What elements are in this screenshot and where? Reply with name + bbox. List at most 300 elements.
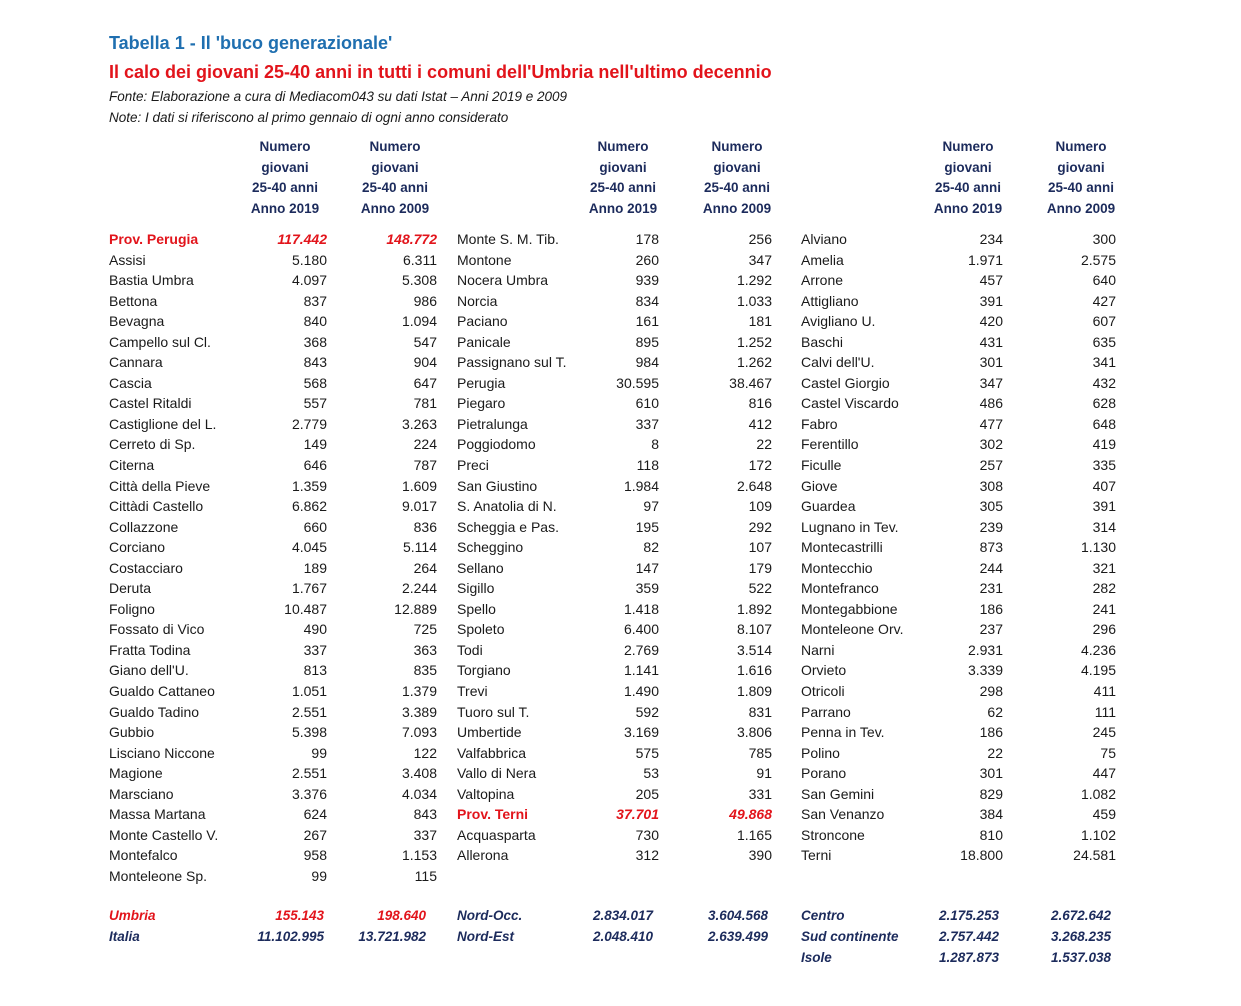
value-2009: 292 (748, 518, 772, 535)
value-2009: 787 (413, 457, 437, 474)
municipality-name: Giano dell'U. (109, 662, 189, 679)
table-row (457, 642, 775, 663)
value-2009: 111 (1094, 703, 1116, 720)
value-2009: 1.616 (736, 662, 772, 679)
table-row (109, 436, 439, 457)
table-row (457, 847, 775, 868)
header-line: giovani (599, 159, 647, 175)
value-2019: 305 (979, 498, 1003, 515)
value-2019: 384 (979, 806, 1003, 823)
total-row (109, 929, 439, 950)
value-2019: 239 (979, 518, 1003, 535)
value-2019: 82 (643, 539, 659, 556)
value-2009: 107 (748, 539, 772, 556)
value-2009: 245 (1092, 724, 1116, 741)
table-row (457, 231, 775, 252)
value-2019: 99 (311, 744, 327, 761)
value-2019: 730 (635, 826, 659, 843)
table-row (109, 765, 439, 786)
table-row (801, 375, 1119, 396)
table-row (801, 560, 1119, 581)
municipality-name: Baschi (801, 333, 844, 350)
value-2019: 161 (635, 313, 659, 330)
municipality-name: Monteleone Orv. (801, 621, 904, 638)
totals-block (457, 908, 775, 950)
value-2019: 610 (635, 395, 659, 412)
value-2019: 660 (303, 518, 327, 535)
municipality-name: Narni (801, 641, 835, 658)
municipality-name: Citerna (109, 457, 155, 474)
table-row (801, 539, 1119, 560)
value-2019: 337 (303, 641, 327, 658)
value-2009: 13.721.982 (358, 929, 426, 944)
value-2019: 3.339 (967, 662, 1003, 679)
value-2009: 296 (1092, 621, 1116, 638)
value-2019: 301 (979, 354, 1003, 371)
value-2019: 186 (979, 724, 1003, 741)
value-2019: 231 (979, 580, 1003, 597)
municipality-name: Assisi (109, 251, 146, 268)
value-2019: 568 (303, 374, 327, 391)
value-2009: 1.809 (736, 683, 772, 700)
value-2019: 2.834.017 (592, 908, 653, 923)
municipality-name: Umbertide (457, 724, 522, 741)
value-2009: 816 (748, 395, 772, 412)
value-2009: 91 (756, 765, 772, 782)
value-2019: 1.971 (967, 251, 1003, 268)
value-2009: 12.889 (394, 600, 437, 617)
total-row (801, 950, 1119, 971)
total-row (109, 908, 439, 929)
value-2009: 24.581 (1073, 847, 1116, 864)
value-2009: 198.640 (377, 908, 426, 923)
municipality-name: Torgiano (457, 662, 511, 679)
value-2019: 420 (979, 313, 1003, 330)
table-row (801, 786, 1119, 807)
header-line: 25-40 anni (251, 180, 319, 196)
value-2009: 314 (1092, 518, 1116, 535)
area-name: Isole (801, 950, 832, 965)
value-2019: 592 (635, 703, 659, 720)
table-row (457, 683, 775, 704)
municipality-name: Attigliano (801, 292, 859, 309)
value-2009: 607 (1092, 313, 1116, 330)
header-2009 (687, 137, 787, 219)
value-2019: 646 (303, 457, 327, 474)
municipality-name: Ficulle (801, 457, 842, 474)
value-2009: 122 (413, 744, 437, 761)
value-2009: 1.379 (401, 683, 437, 700)
table-row (801, 436, 1119, 457)
value-2019: 234 (979, 231, 1003, 247)
value-2019: 302 (979, 436, 1003, 453)
municipality-name: Fabro (801, 415, 838, 432)
table-row (457, 416, 775, 437)
table-row (801, 642, 1119, 663)
municipality-name: Allerona (457, 847, 509, 864)
header-line: Numero (711, 139, 763, 154)
value-2009: 224 (413, 436, 437, 453)
header-2009 (345, 137, 445, 219)
value-2009: 1.892 (736, 600, 772, 617)
table-row (109, 334, 439, 355)
value-2019: 2.551 (291, 765, 327, 782)
table-row (801, 745, 1119, 766)
table-row (457, 375, 775, 396)
table-row (801, 457, 1119, 478)
value-2019: 237 (979, 621, 1003, 638)
value-2009: 38.467 (729, 374, 772, 391)
municipality-name: Bettona (109, 292, 158, 309)
value-2009: 2.648 (736, 477, 772, 494)
total-row (801, 929, 1119, 950)
municipality-name: Castiglione del L. (109, 415, 217, 432)
municipality-name: Sellano (457, 559, 504, 576)
municipality-name: Prov. Terni (457, 806, 529, 823)
value-2019: 30.595 (616, 374, 659, 391)
table-row (109, 662, 439, 683)
municipality-name: Orvieto (801, 662, 847, 679)
area-name: Nord-Est (457, 929, 514, 944)
table-row (457, 539, 775, 560)
value-2009: 2.575 (1080, 251, 1116, 268)
value-2019: 477 (979, 415, 1003, 432)
value-2009: 785 (748, 744, 772, 761)
table-row (109, 786, 439, 807)
table-row (457, 436, 775, 457)
municipality-name: San Giustino (457, 477, 538, 494)
value-2009: 432 (1092, 374, 1116, 391)
value-2019: 186 (979, 600, 1003, 617)
municipality-name: Ferentillo (801, 436, 859, 453)
value-2019: 6.862 (291, 498, 327, 515)
table-row (109, 519, 439, 540)
value-2019: 3.376 (291, 785, 327, 802)
municipality-name: Castel Giorgio (801, 374, 890, 391)
area-name: Italia (109, 929, 140, 944)
municipality-name: Magione (109, 765, 163, 782)
table-row (457, 395, 775, 416)
municipality-name: Vallo di Nera (457, 765, 537, 782)
value-2009: 628 (1092, 395, 1116, 412)
value-2019: 18.800 (960, 847, 1003, 864)
value-2009: 1.165 (736, 826, 772, 843)
table-row (109, 457, 439, 478)
table-row (457, 334, 775, 355)
value-2009: 4.236 (1080, 641, 1116, 658)
table-row (109, 827, 439, 848)
municipality-name: Nocera Umbra (457, 272, 549, 289)
municipality-name: Città della Pieve (109, 477, 211, 494)
municipality-name: Castel Viscardo (801, 395, 899, 412)
value-2009: 335 (1092, 457, 1116, 474)
table-row (801, 847, 1119, 868)
municipality-name: Spello (457, 600, 496, 617)
header-line: Anno 2009 (360, 200, 430, 216)
municipality-name: Arrone (801, 272, 844, 289)
value-2009: 6.311 (403, 251, 437, 268)
municipality-name: Cannara (109, 354, 163, 371)
value-2009: 8.107 (736, 621, 772, 638)
municipality-name: Fossato di Vico (109, 621, 205, 638)
value-2009: 390 (748, 847, 772, 864)
value-2019: 829 (979, 785, 1003, 802)
table-row (801, 478, 1119, 499)
value-2019: 3.169 (623, 724, 659, 741)
table-row (457, 272, 775, 293)
header-line: giovani (713, 159, 761, 175)
table-row (801, 662, 1119, 683)
table-row (109, 375, 439, 396)
municipality-name: Prov. Perugia (109, 231, 199, 247)
value-2009: 1.292 (736, 272, 772, 289)
header-line: Numero (1055, 139, 1107, 154)
municipality-name: Monte Castello V. (109, 826, 219, 843)
municipality-name: Amelia (801, 251, 844, 268)
total-row (801, 908, 1119, 929)
value-2019: 2.048.410 (592, 929, 653, 944)
header-2019 (235, 137, 335, 219)
header-2009 (1031, 137, 1131, 219)
value-2009: 321 (1092, 559, 1116, 576)
header-line: Numero (369, 139, 421, 154)
value-2009: 3.604.568 (707, 908, 768, 923)
value-2009: 347 (748, 251, 772, 268)
value-2009: 3.408 (401, 765, 437, 782)
municipality-name: Montecchio (801, 559, 873, 576)
value-2009: 2.672.642 (1050, 908, 1111, 923)
table-row (457, 724, 775, 745)
area-name: Umbria (109, 908, 156, 923)
value-2019: 117.442 (277, 231, 327, 247)
municipality-name: Parrano (801, 703, 851, 720)
municipality-name: Valtopina (457, 785, 515, 802)
table-row (457, 498, 775, 519)
value-2019: 2.757.442 (938, 929, 999, 944)
table-title: Tabella 1 - Il 'buco generazionale' (109, 33, 393, 53)
header-line: Anno 2009 (1046, 200, 1116, 216)
value-2019: 301 (979, 765, 1003, 782)
value-2009: 241 (1092, 600, 1116, 617)
value-2019: 267 (303, 826, 327, 843)
municipality-name: Cerreto di Sp. (109, 436, 196, 453)
value-2009: 9.017 (401, 498, 437, 515)
table-row (109, 539, 439, 560)
value-2019: 37.701 (616, 806, 659, 823)
value-2009: 2.639.499 (707, 929, 768, 944)
header-line: 25-40 anni (1047, 180, 1115, 196)
value-2009: 447 (1092, 765, 1116, 782)
value-2019: 5.180 (291, 251, 327, 268)
value-2009: 5.308 (401, 272, 437, 289)
table-row (109, 313, 439, 334)
table-row (109, 560, 439, 581)
municipality-name: San Venanzo (801, 806, 885, 823)
table-row (457, 519, 775, 540)
value-2009: 3.514 (736, 641, 772, 658)
value-2019: 6.400 (623, 621, 659, 638)
municipality-name: Lugnano in Tev. (801, 518, 899, 535)
municipality-name: Trevi (457, 683, 488, 700)
municipality-name: Montone (457, 251, 512, 268)
value-2019: 22 (987, 744, 1003, 761)
municipality-name: Piegaro (457, 395, 506, 412)
table-row (109, 704, 439, 725)
value-2019: 840 (303, 313, 327, 330)
municipality-name: Acquasparta (457, 826, 536, 843)
value-2019: 895 (635, 333, 659, 350)
table-block (801, 137, 1119, 868)
table-row (109, 601, 439, 622)
municipality-name: Passignano sul T. (457, 354, 567, 371)
value-2009: 836 (413, 518, 437, 535)
municipality-name: Norcia (457, 292, 498, 309)
table-row (801, 252, 1119, 273)
area-name: Centro (801, 908, 845, 923)
municipality-name: Tuoro sul T. (457, 703, 530, 720)
value-2009: 725 (413, 621, 437, 638)
municipality-name: Gualdo Cattaneo (109, 683, 215, 700)
value-2019: 62 (987, 703, 1003, 720)
value-2009: 3.806 (736, 724, 772, 741)
table-row (801, 580, 1119, 601)
table-row (801, 231, 1119, 252)
value-2019: 431 (979, 333, 1003, 350)
municipality-name: Gubbio (109, 724, 155, 741)
value-2009: 337 (413, 826, 437, 843)
municipality-name: Deruta (109, 580, 152, 597)
value-2019: 118 (636, 457, 659, 474)
value-2009: 1.537.038 (1050, 950, 1111, 965)
header-line: 25-40 anni (589, 180, 657, 196)
table-row (801, 498, 1119, 519)
table-row (801, 519, 1119, 540)
municipality-name: Foligno (109, 600, 155, 617)
value-2009: 411 (1093, 683, 1116, 700)
value-2009: 419 (1092, 436, 1116, 453)
header-line: Anno 2009 (702, 200, 772, 216)
value-2009: 843 (413, 806, 437, 823)
value-2009: 648 (1092, 415, 1116, 432)
table-row (109, 354, 439, 375)
value-2019: 1.418 (623, 600, 659, 617)
table-row (109, 642, 439, 663)
value-2019: 205 (635, 785, 659, 802)
value-2009: 331 (748, 785, 772, 802)
municipality-name: Valfabbrica (457, 744, 527, 761)
value-2019: 155.143 (275, 908, 324, 923)
municipality-name: Castel Ritaldi (109, 395, 192, 412)
province-row (457, 806, 775, 827)
municipality-name: Campello sul Cl. (109, 333, 211, 350)
value-2019: 843 (303, 354, 327, 371)
column-headers (801, 137, 1119, 231)
header-line: giovani (371, 159, 419, 175)
value-2019: 8 (651, 436, 659, 453)
municipality-name: San Gemini (801, 785, 875, 802)
value-2019: 2.931 (967, 641, 1003, 658)
value-2019: 575 (635, 744, 659, 761)
value-2019: 490 (303, 621, 327, 638)
table-row (801, 806, 1119, 827)
municipality-name: Costacciaro (109, 559, 183, 576)
municipality-name: Terni (801, 847, 832, 864)
value-2009: 181 (748, 313, 772, 330)
header-line: giovani (261, 159, 309, 175)
value-2009: 391 (1092, 498, 1116, 515)
municipality-name: Guardea (801, 498, 856, 515)
value-2019: 939 (635, 272, 659, 289)
value-2019: 260 (635, 251, 659, 268)
table-row (109, 395, 439, 416)
municipality-name: Corciano (109, 539, 166, 556)
table-row (109, 683, 439, 704)
table-row (109, 806, 439, 827)
table-row (457, 478, 775, 499)
value-2019: 457 (979, 272, 1003, 289)
value-2009: 256 (748, 231, 772, 247)
value-2019: 53 (643, 765, 659, 782)
table-row (109, 621, 439, 642)
value-2019: 1.359 (291, 477, 327, 494)
table-block (457, 137, 775, 868)
area-name: Nord-Occ. (457, 908, 523, 923)
municipality-name: Poggiodomo (457, 436, 536, 453)
table-block (109, 137, 439, 889)
value-2019: 834 (635, 292, 659, 309)
header-line: Numero (259, 139, 311, 154)
value-2009: 363 (413, 641, 437, 658)
province-row (109, 231, 439, 252)
value-2019: 359 (635, 580, 659, 597)
table-row (109, 580, 439, 601)
value-2009: 3.268.235 (1050, 929, 1111, 944)
municipality-name: Stroncone (801, 826, 865, 843)
table-row (457, 745, 775, 766)
table-row (801, 621, 1119, 642)
municipality-name: Bevagna (109, 313, 165, 330)
value-2009: 1.252 (736, 333, 772, 350)
municipality-name: Porano (801, 765, 847, 782)
value-2019: 147 (635, 559, 659, 576)
value-2009: 1.609 (401, 477, 437, 494)
value-2019: 2.175.253 (938, 908, 999, 923)
value-2019: 958 (303, 847, 327, 864)
value-2019: 2.551 (291, 703, 327, 720)
header-2019 (573, 137, 673, 219)
value-2009: 179 (748, 559, 772, 576)
value-2009: 3.389 (401, 703, 437, 720)
header-line: Anno 2019 (250, 200, 320, 216)
value-2009: 4.034 (401, 785, 437, 802)
value-2009: 1.102 (1080, 826, 1116, 843)
table-row (801, 272, 1119, 293)
table-row (801, 313, 1119, 334)
table-row (457, 704, 775, 725)
header-line: 25-40 anni (703, 180, 771, 196)
municipality-name: Otricoli (801, 683, 845, 700)
municipality-name: Giove (801, 477, 838, 494)
value-2019: 1.767 (291, 580, 327, 597)
table-row (457, 601, 775, 622)
header-2019 (918, 137, 1018, 219)
value-2009: 300 (1092, 231, 1116, 247)
value-2009: 172 (748, 457, 772, 474)
municipality-name: Montefranco (801, 580, 879, 597)
value-2009: 986 (413, 292, 437, 309)
column-headers (109, 137, 439, 231)
municipality-name: Panicale (457, 333, 511, 350)
